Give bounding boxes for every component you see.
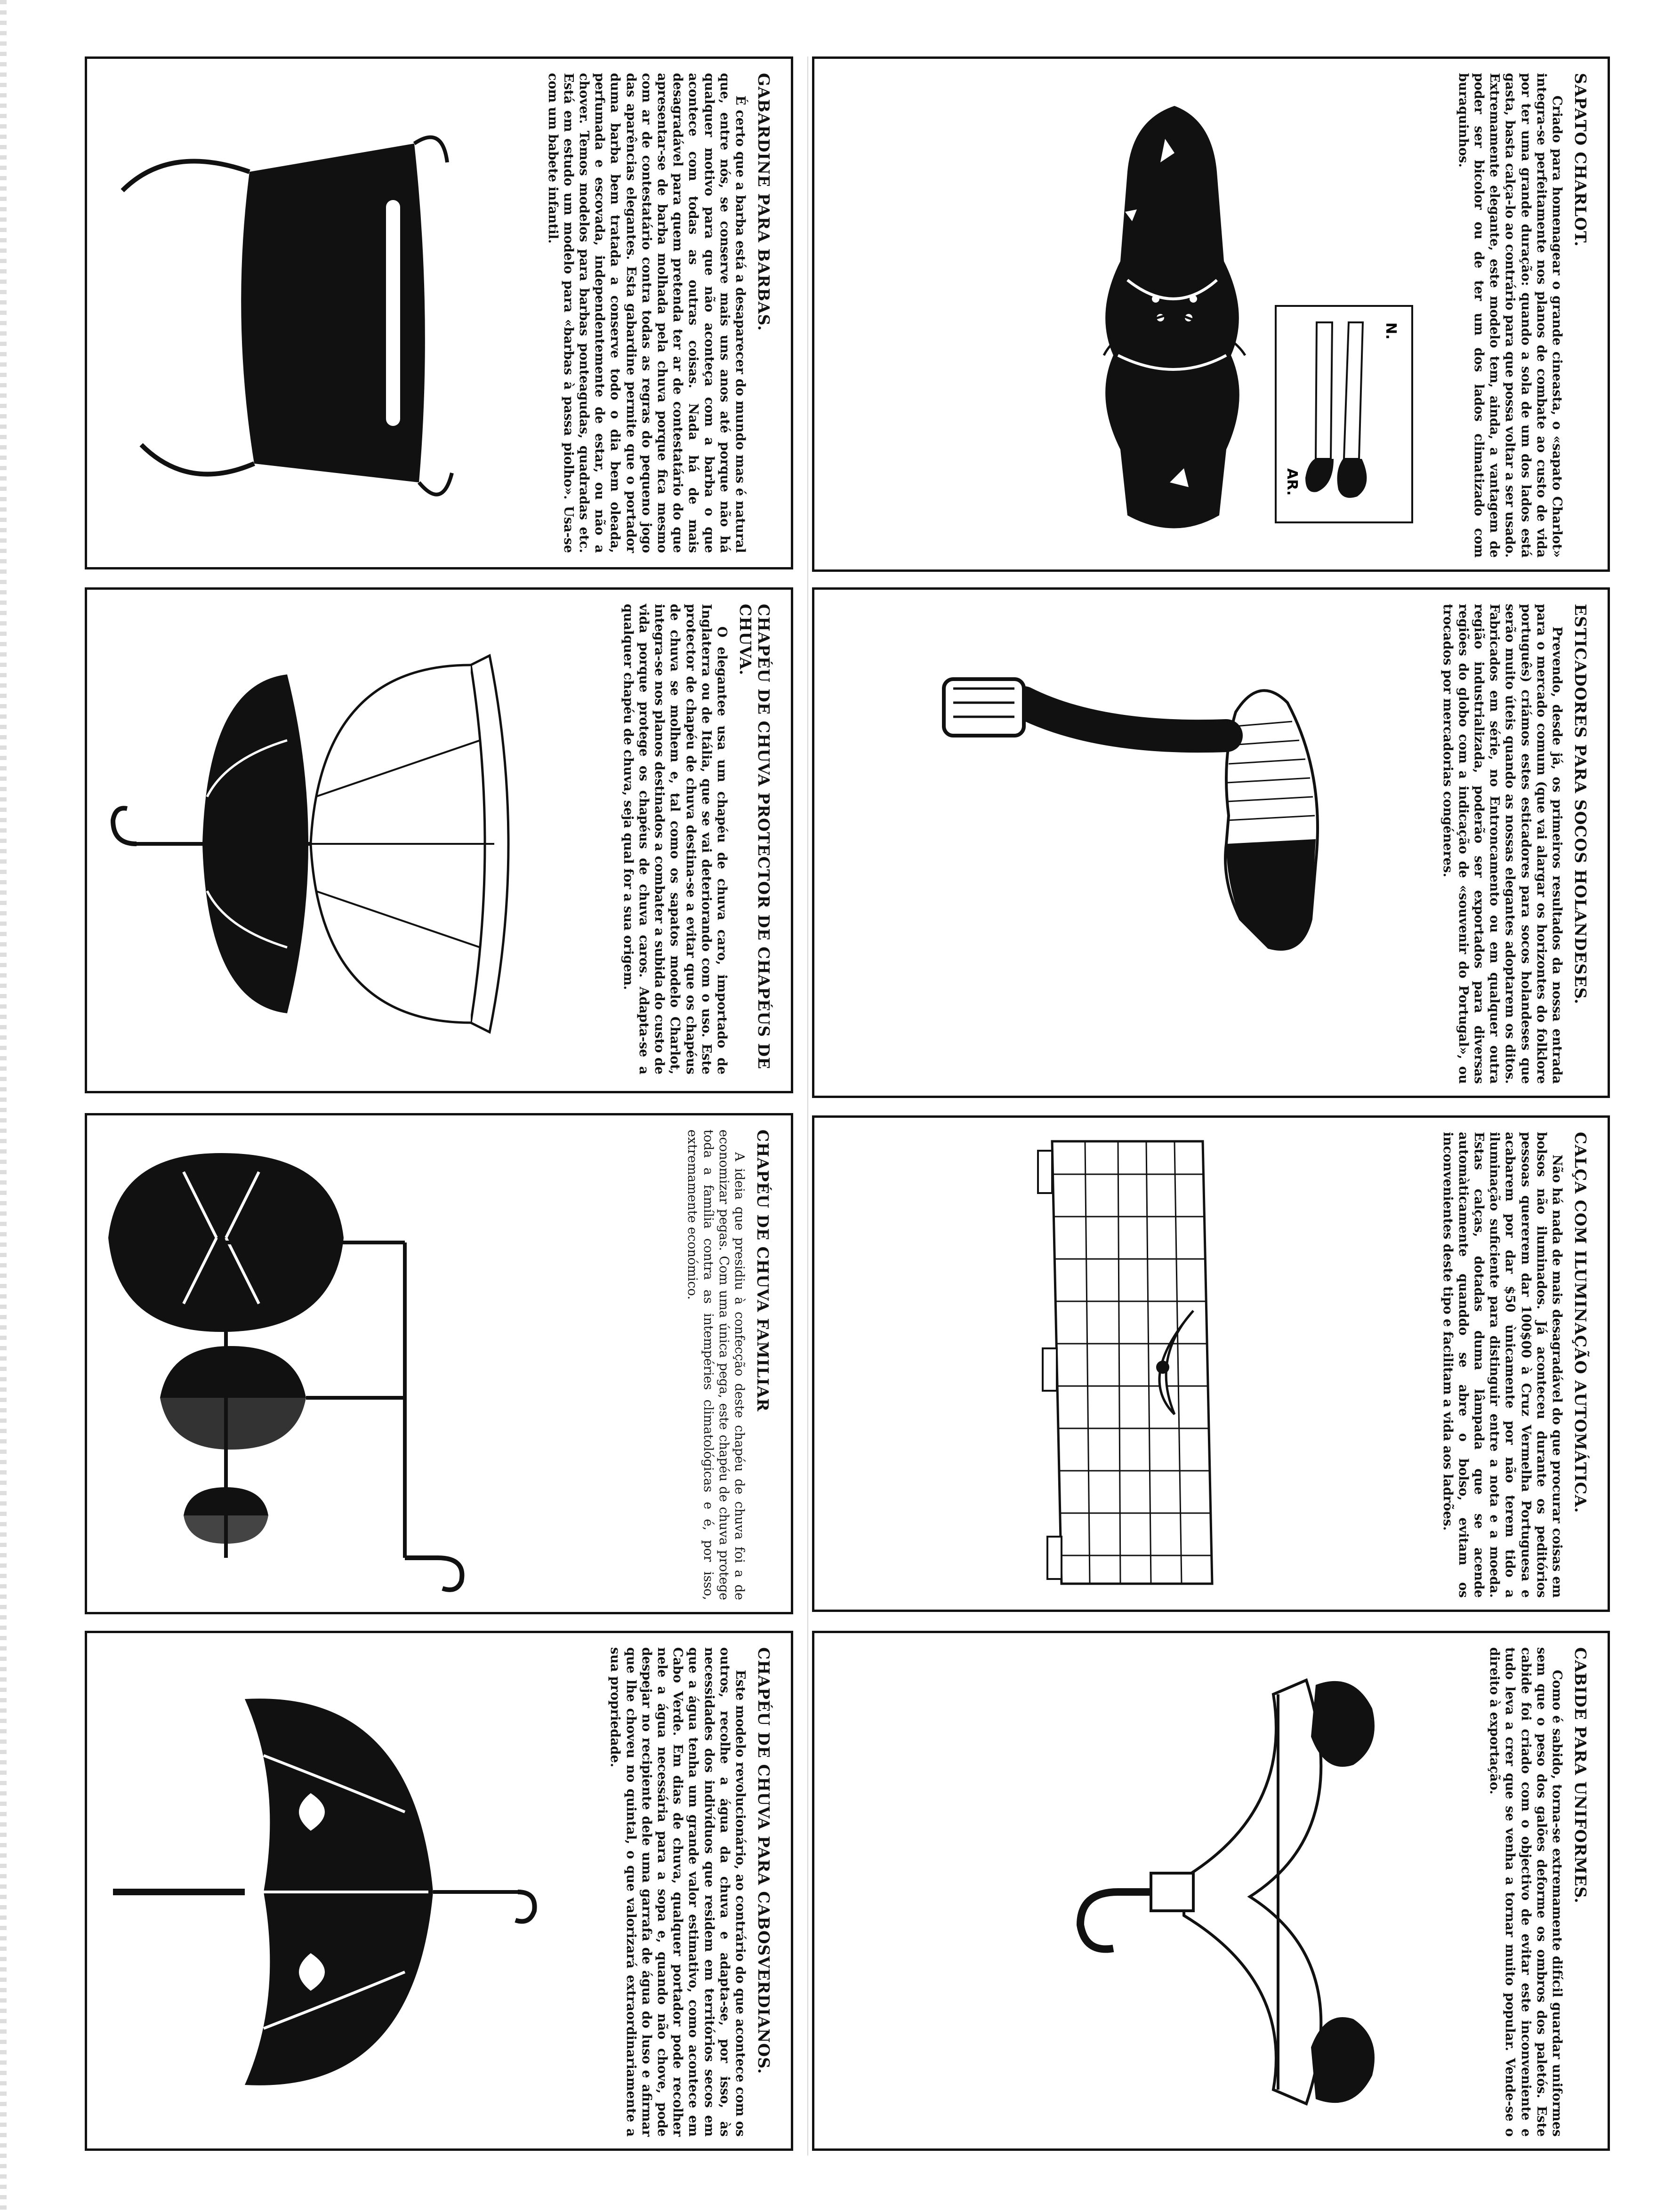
article-title: CHAPÉU DE CHUVA FAMILIAR [754, 1130, 772, 1412]
panel-cabide-uniformes [812, 1631, 1610, 2151]
article-title: CABIDE PARA UNIFORMES. [1571, 1647, 1590, 1904]
article-body: É certo que a barba está a desaparecer do mundo mas é natural que, entre nós, se conserve mais uns anos até porque não há qualquer motivo para que não aconteça com a barba o que acontece com todas as outras coisas. Nada há de mais desagradável para quem pretenda ter ar de contestatário do que apresentar-se de barba molhada pela chuva porque fica mesmo com ar de contestatário contra todas as regras do pequeno jogo das aparências elegantes. Esta gabardine permite que o portador duma barba bem tratada a conserve todo o dia bem oleada, perfumada e escovada, independentemente de estar, ou não a chover. Temos modelos para barbas ponteagudas, quadradas etc. Está em estudo um modelo para «barbas à passa piolho». Usa-se com um babete infantil. [545, 73, 748, 553]
label-n: N. [1383, 322, 1399, 340]
uniform-hanger-figure [826, 1652, 1382, 2132]
panel-esticadores [812, 587, 1610, 1098]
scan-edge [0, 0, 7, 2212]
panel-chapeu-caboverdianos [85, 1631, 793, 2151]
panel-chapeu-familiar [85, 1113, 793, 1614]
capeverde-umbrella-figure [104, 1671, 527, 2113]
checkered-trousers-figure [836, 1132, 1259, 1598]
umbrella-protector-figure [104, 618, 508, 1070]
family-umbrella-figure [104, 1125, 635, 1595]
legs-inset-figure [1273, 304, 1415, 525]
article-body: A ideia que presidiu à confecção deste chapéu de chuva foi a de economizar pegas. Com uma única pega, este chapéu de chuva protege toda a família contra as intempéries climatológicas e é, por isso, extremamente económico. [685, 1130, 747, 1600]
panel-chapeu-protector [85, 587, 793, 1093]
panel-gabardine-barbas [85, 56, 793, 569]
page-fold [807, 56, 808, 2156]
label-ar: AR. [1284, 468, 1300, 496]
double-shoe-figure [1071, 92, 1269, 548]
article-title: SAPATO CHARLOT. [1571, 73, 1590, 247]
article-title: CHAPÉU DE CHUVA PROTECTOR DE CHAPÉUS DE CHUVA. [736, 604, 773, 1070]
article-body: Prevendo, desde já, os primeiros resultados da nossa entrada para o mercado comum (que vai alargar os horizontes do folklore português) criámos estes esticadores para socos holandeses que serão muito úteis quando as nossas elegantes adoptarem os ditos. Fabricados em série, no Entroncamento ou em qualquer outra região industrializada, poderão ser exportados para diversas regiões do globo com a indicação de «souvenir do Portugal», ou trocados por mercadorias congéneres. [1440, 604, 1564, 1084]
article-title: ESTICADORES PARA SOCOS HOLANDESES. [1571, 604, 1590, 1005]
article-body: Criado para homenagear o grande cineasta, o «sapato Charlot» integra-se perfeitamente nos planos de combate ao custo de vida por ter uma grande duração: quando a sola de um dos lados está gasta, basta calça-lo ao contrário para que possa voltar a ser usado. Extremamente elegante, este modelo tem, ainda, a vantagem de poder ser bicolor ou de ter um dos lados climatizado com buraquinhos. [1456, 73, 1564, 558]
panel-sapato-charlot [812, 56, 1610, 572]
article-body: Este modelo revolucionário, ao contrário do que acontece com os outros, recolhe a água da chuva e adapta-se, por isso, às necessidades dos indivíduos que residem em territórios secos em que a água tenha um grande valor estimativo, como acontece em Cabo Verde. Em dias de chuva, qualquer portador pode recolher nele a água necessária para a sopa e, quando não chove, pode despejar no recipiente dele uma garrafa de água do luso e afirmar que lhe choveu no quintal, o que valorizará extraordinariamente a sua propriedade. [608, 1647, 748, 2137]
panel-calca-iluminacao [812, 1115, 1610, 1612]
article-body: O elegantee usa um chapéu de chuva caro, importado de Inglaterra ou de Itália, que se vai deteriorando com o uso. Este protector de chapéu de chuva destina-se a evitar que os chapéus de chuva se molhem e, tal como os sapatos modelo Charlot, integra-se nos planos destinados a combater a subida do custo de vida porque protege os chapéus de chuva caros. Adapta-se a qualquer chapéu de chuva, seja qual for a sua origem. [620, 604, 729, 1074]
article-body: Não há nada de mais desagradável do que procurar coisas em bolsos não iluminados. Já aconteceu durante os peditórios pessoas quererem dar 100$00 à Cruz Vermelha Portuguesa e acabarem por dar $50 ùnicamente por não terem tido a iluminação suficiente para distinguir entre a nota e a moeda. Estas calças, dotadas duma lâmpada que se acende automàticamente quanddo se abre o bolso, evitam os inconvenientes deste tipo e facilitam a vida aos ladrões. [1440, 1132, 1564, 1598]
clog-stretcher-figure [836, 618, 1344, 1070]
article-title: CHAPÉU DE CHUVA PARA CABOSVERDIANOS. [755, 1647, 773, 2075]
article-body: Como é sabido, torna-se extremamente difícil guardar uniformes sem que o peso dos galões deforme os ombros dos paletós. Este cabide foi criado com o objectivo de evitar este inconveniente e tudo leva a crer que se venha a tornar muito popular. Vende-se o direito à exportação. [1487, 1647, 1564, 2137]
article-title: CALÇA COM ILUMINAÇÃO AUTOMÁTICA. [1571, 1132, 1590, 1514]
article-title: GABARDINE PARA BARBAS. [755, 73, 773, 331]
beard-raincoat-figure [113, 106, 452, 529]
